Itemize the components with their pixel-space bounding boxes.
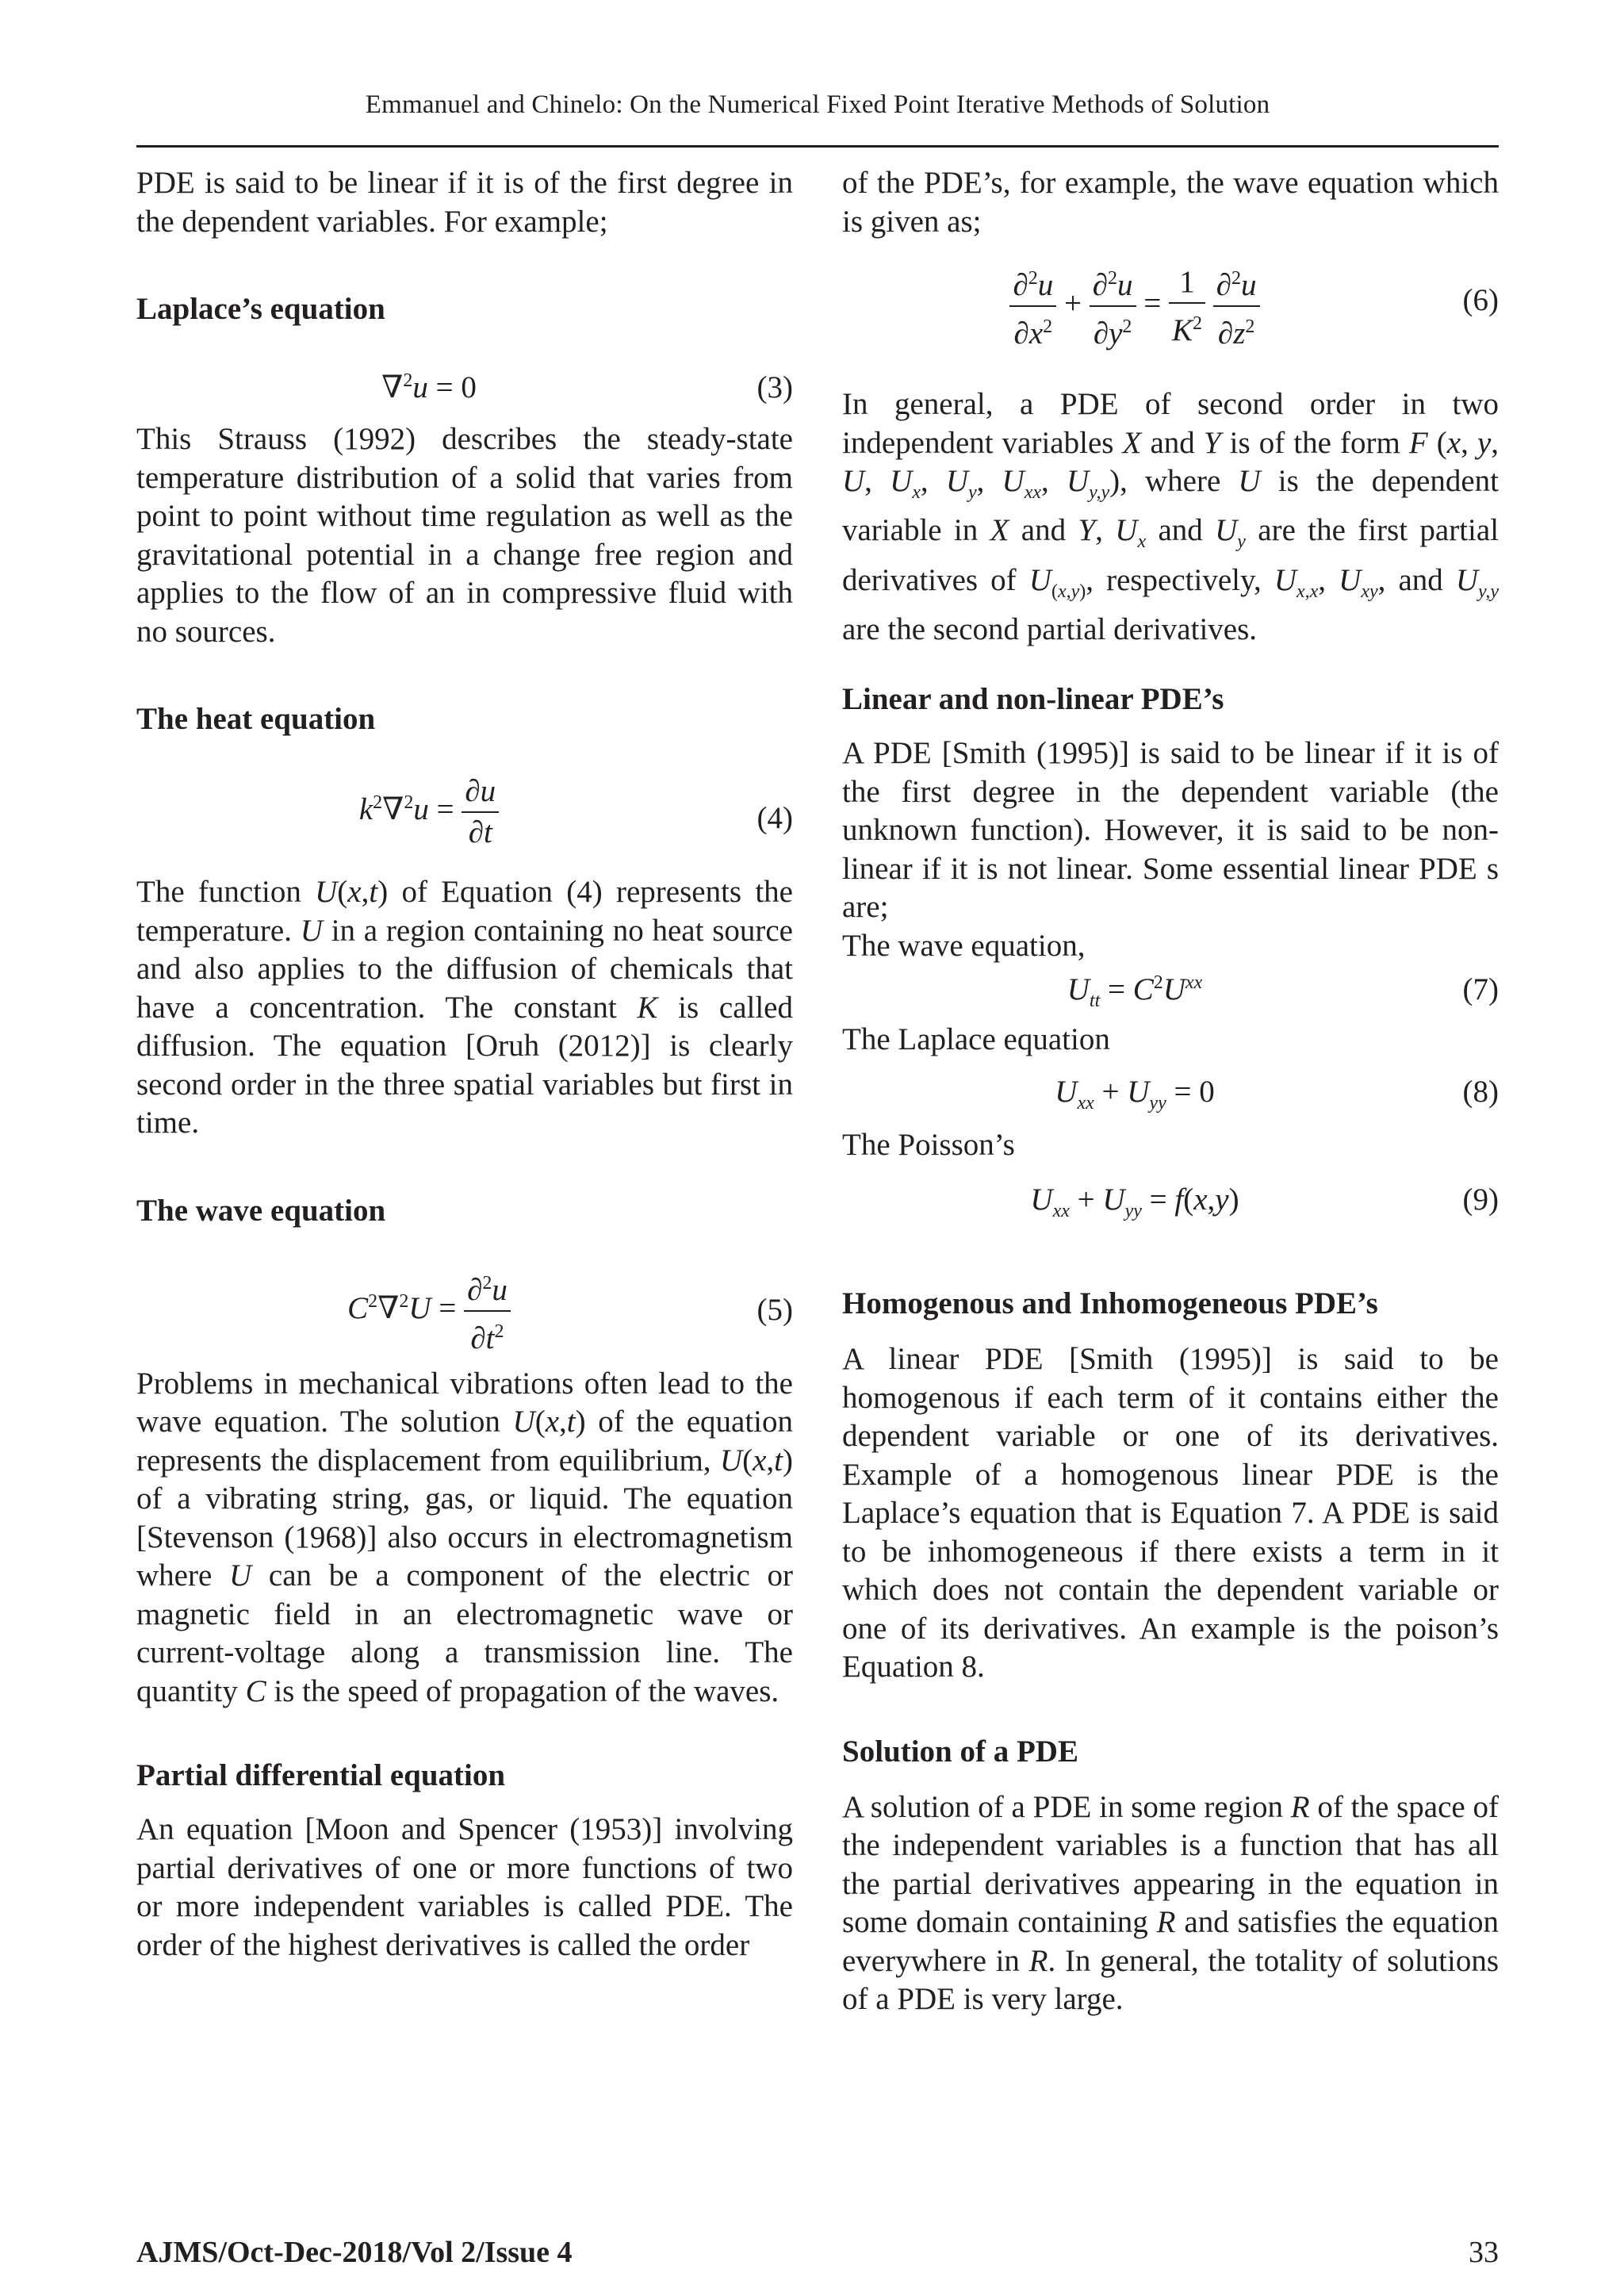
equation-5-number: (5) <box>756 1292 793 1327</box>
equation-7-math: $U_{tt} = C^2U^{xx}$ <box>1067 972 1203 1012</box>
equation-6-number: (6) <box>1462 283 1499 317</box>
equation-5 <box>136 1263 793 1359</box>
equation-4-number: (4) <box>756 801 793 835</box>
heading-heat: The heat equation <box>136 702 376 736</box>
equation-4-math: $k^2\nabla^2u$ = $\frac{\partial u}{\partial t}$ <box>136 772 722 853</box>
equation-3-math: ∇$^2$u = 0 <box>381 370 477 404</box>
equation-3 <box>136 370 793 417</box>
paragraph-homogenous: A linear PDE [Smith (1995)] is said to be homogenous if each term of it contains either the dependent variable or one of its derivatives. Example of a homogenous linear PDE is the Laplace’s equation that is Equation 7. A PDE is said to be inhomogeneous if there exists a term in it which does not contain the dependent variable or one of its derivatives. An example is the poison’s Equation 8. <box>842 1342 1499 1685</box>
equation-8 <box>842 1074 1499 1115</box>
paragraph-wave-cont: of the PDE’s, for example, the wave equation which is given as; <box>842 166 1499 239</box>
paragraph-heat: The function U(x,t) of Equation (4) represents the temperature. U in a region containing no heat source and also applies to the diffusion of chemicals that have a concentration. The constant K is called diffusion. The equation [Oruh (2012)] is clearly second order in the three spatial variables but first in time. <box>136 875 793 1140</box>
equation-9-number: (9) <box>1462 1182 1499 1217</box>
heading-linear: Linear and non-linear PDE’s <box>842 682 1224 717</box>
equation-7-number: (7) <box>1462 972 1499 1007</box>
footer-journal: AJMS/Oct-Dec-2018/Vol 2/Issue 4 <box>136 2236 573 2269</box>
equation-6-math: $\frac{\partial^2u}{\partial x^2}$ + $\frac{\partial^2u}{\partial y^2}$ = $\frac{1}{K^2}$ $\frac{\partial^2u}{\partial z^2}$ <box>842 259 1427 354</box>
paragraph-wave: Problems in mechanical vibrations often lead to the wave equation. The solution U(x,t) of the equation represents the displacement from equilibrium, U(x,t) of a vibrating string, gas, or liquid. The equation [Stevenson (1968)] also occurs in electromagnetism where U can be a component of the electric or magnetic field in an electromagnetic wave or current-voltage along a transmission line. The quantity C is the speed of propagation of the waves. <box>136 1366 793 1708</box>
paragraph-linear-intro: PDE is said to be linear if it is of the first degree in the dependent variables. For example; <box>136 166 793 239</box>
equation-3-number: (3) <box>756 370 793 404</box>
equation-9-math: $U_{xx} + U_{yy} = f(x,y)$ <box>1030 1182 1239 1222</box>
paragraph-linear: A PDE [Smith (1995)] is said to be linear if it is of the first degree in the dependent variable (the unknown function). However, it is said to be non-linear if it is not linear. Some essential linear PDE s are; <box>842 736 1499 925</box>
label-wave-equation: The wave equation, <box>842 928 1086 963</box>
equation-5-math: $C^2\nabla^2U$ = $\frac{\partial^2u}{\partial t^2}$ <box>136 1263 722 1359</box>
heading-homogenous: Homogenous and Inhomogeneous PDE’s <box>842 1286 1378 1321</box>
paragraph-solution: A solution of a PDE in some region R of the space of the independent variables is a function that has all the partial derivatives appearing in the equation in some domain containing R and satisfies the equation everywhere in R. In general, the totality of solutions of a PDE is very large. <box>842 1789 1499 2017</box>
right-column <box>842 164 1499 2019</box>
equation-7 <box>842 972 1499 1013</box>
running-header: Emmanuel and Chinelo: On the Numerical Fixed Point Iterative Methods of Solution <box>365 90 1270 119</box>
label-laplace-equation: The Laplace equation <box>842 1022 1110 1057</box>
equation-4 <box>136 772 793 867</box>
paragraph-strauss: This Strauss (1992) describes the steady-state temperature distribution of a solid that varies from point to point without time regulation as well as the gravitational potential in a change free region and applies to the flow of an in compressive fluid with no sources. <box>136 422 793 649</box>
paragraph-general: In general, a PDE of second order in two independent variables X and Y is of the form F (x, y, U, $U_x$, $U_y$, $U_{xx}$, $U_{y,y}$), where U is the dependent variable in X and Y, $U_x$ and $U_y$ are the first partial derivatives of $U_{(x,y)}$, respectively, $U_{x,x}$, $U_{xy}$, and $U_{y,y}$ are the second partial derivatives. <box>842 387 1500 646</box>
equation-6 <box>842 259 1499 354</box>
page-number: 33 <box>1469 2236 1499 2269</box>
equation-8-number: (8) <box>1462 1074 1499 1109</box>
equation-8-math: $U_{xx} + U_{yy} = 0$ <box>1055 1074 1215 1114</box>
left-column <box>136 164 793 1964</box>
equation-9 <box>842 1182 1499 1223</box>
heading-wave: The wave equation <box>136 1193 386 1228</box>
header-rule <box>136 145 1499 148</box>
heading-laplace: Laplace’s equation <box>136 292 385 326</box>
heading-pde: Partial differential equation <box>136 1758 506 1792</box>
label-poisson: The Poisson’s <box>842 1127 1015 1162</box>
heading-solution: Solution of a PDE <box>842 1734 1078 1769</box>
paragraph-pde: An equation [Moon and Spencer (1953)] involving partial derivatives of one or more functions of two or more independent variables is called PDE. The order of the highest derivatives is called the order <box>136 1812 793 1962</box>
